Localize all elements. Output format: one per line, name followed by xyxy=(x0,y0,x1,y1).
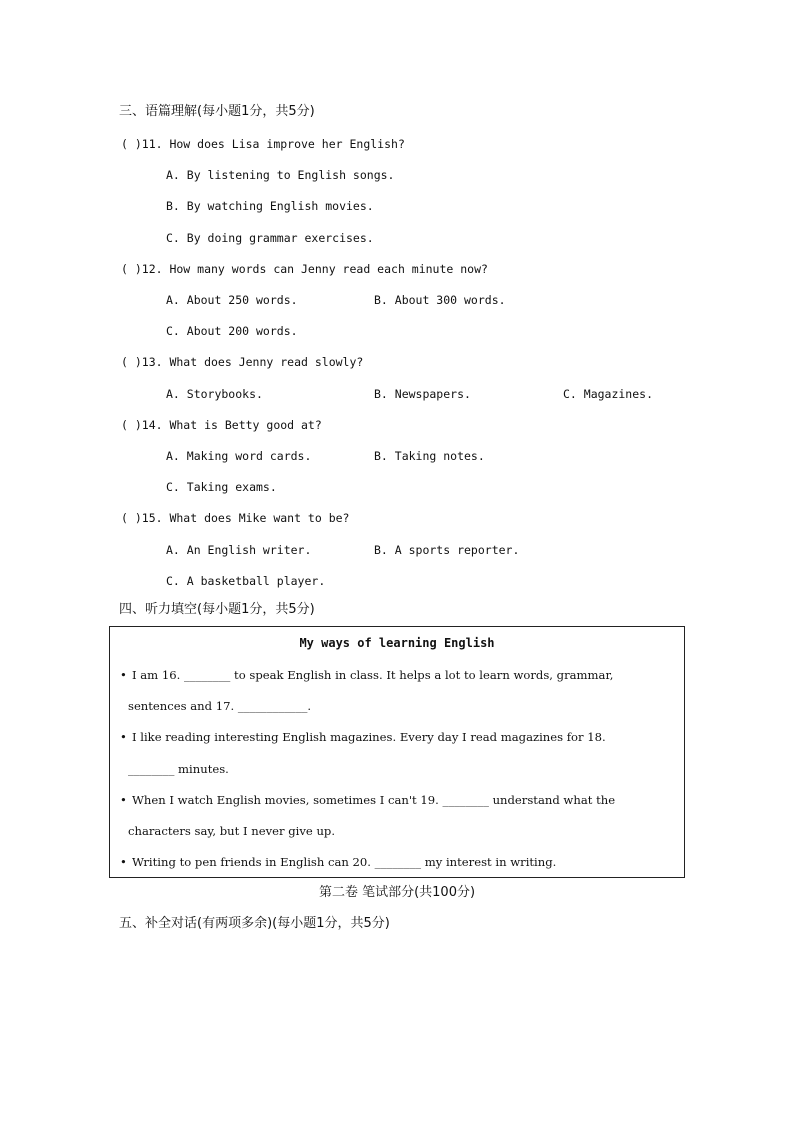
bullet-icon: • xyxy=(120,668,127,682)
box-line-2: sentences and 17. ____________. xyxy=(128,699,312,713)
bullet-icon: • xyxy=(120,855,127,869)
question-14-stem: ( )14. What is Betty good at? xyxy=(121,418,322,432)
question-12-stem: ( )12. How many words can Jenny read each minute now? xyxy=(121,262,488,276)
question-13-option-b: B. Newspapers. xyxy=(374,387,471,401)
bullet-icon: • xyxy=(120,793,127,807)
question-14-option-c: C. Taking exams. xyxy=(166,480,277,494)
question-13-stem: ( )13. What does Jenny read slowly? xyxy=(121,355,364,369)
section-5-title: 五、补全对话(有两项多余)(每小题1分，共5分) xyxy=(119,916,390,931)
box-line-5 xyxy=(120,792,676,808)
question-14-option-a: A. Making word cards. xyxy=(166,449,312,463)
question-15-option-b: B. A sports reporter. xyxy=(374,543,520,557)
question-12-option-b: B. About 300 words. xyxy=(374,293,506,307)
question-13-option-a: A. Storybooks. xyxy=(166,387,263,401)
question-14-option-b: B. Taking notes. xyxy=(374,449,485,463)
question-12-option-c: C. About 200 words. xyxy=(166,324,298,338)
section-3-title: 三、语篇理解(每小题1分，共5分) xyxy=(119,104,315,119)
box-line-3-text: I like reading interesting English magazines. Every day I read magazines for 18. xyxy=(132,730,606,744)
question-11-stem: ( )11. How does Lisa improve her English? xyxy=(121,137,405,151)
question-15-option-c: C. A basketball player. xyxy=(166,574,326,588)
box-line-6: characters say, but I never give up. xyxy=(128,824,336,838)
question-11-option-c: C. By doing grammar exercises. xyxy=(166,231,374,245)
section-4-title: 四、听力填空(每小题1分，共5分) xyxy=(119,602,315,617)
part-2-title: 第二卷 笔试部分(共100分) xyxy=(318,885,476,900)
box-line-1-text: I am 16. ________ to speak English in class. It helps a lot to learn words, grammar, xyxy=(132,668,614,682)
box-line-3 xyxy=(120,729,676,745)
question-15-stem: ( )15. What does Mike want to be? xyxy=(121,511,350,525)
question-12-option-a: A. About 250 words. xyxy=(166,293,298,307)
box-line-7-text: Writing to pen friends in English can 20. ________ my interest in writing. xyxy=(132,855,557,869)
bullet-icon: • xyxy=(120,730,127,744)
box-line-5-text: When I watch English movies, sometimes I can't 19. ________ understand what the xyxy=(132,793,616,807)
question-11-option-a: A. By listening to English songs. xyxy=(166,168,395,182)
listening-box xyxy=(109,626,685,878)
box-line-1 xyxy=(120,667,676,683)
box-title: My ways of learning English xyxy=(299,636,495,650)
question-11-option-b: B. By watching English movies. xyxy=(166,199,374,213)
box-line-7 xyxy=(120,854,676,870)
box-line-4: ________ minutes. xyxy=(128,762,229,776)
question-15-option-a: A. An English writer. xyxy=(166,543,312,557)
question-13-option-c: C. Magazines. xyxy=(563,387,654,401)
